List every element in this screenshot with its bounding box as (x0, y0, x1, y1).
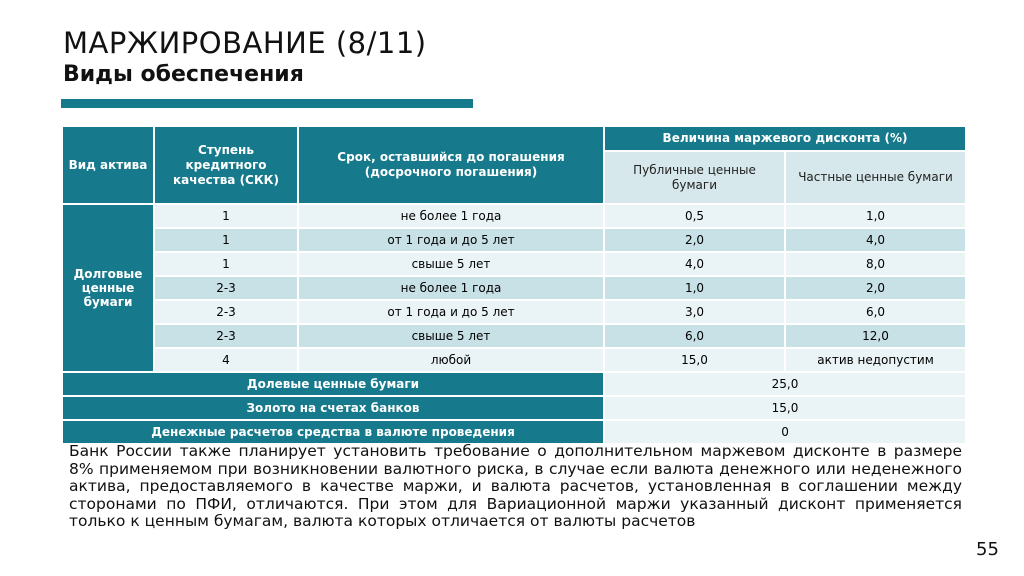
table-row (62, 228, 966, 252)
cell-private: 12,0 (785, 324, 966, 348)
cell-private: актив недопустим (785, 348, 966, 372)
cell-private: 4,0 (785, 228, 966, 252)
cell-term: любой (298, 348, 604, 372)
header-public: Публичные ценные бумаги (604, 151, 785, 204)
table-row (62, 252, 966, 276)
cell-private: 6,0 (785, 300, 966, 324)
summary-label-gold: Золото на счетах банков (62, 396, 604, 420)
summary-value-equity: 25,0 (604, 372, 966, 396)
cell-private: 1,0 (785, 204, 966, 228)
summary-label-equity: Долевые ценные бумаги (62, 372, 604, 396)
header-asset-type: Вид актива (62, 126, 154, 204)
summary-value-cash: 0 (604, 420, 966, 444)
cell-term: не более 1 года (298, 204, 604, 228)
header-private: Частные ценные бумаги (785, 151, 966, 204)
slide-subtitle: Виды обеспечения (63, 62, 304, 87)
cell-term: свыше 5 лет (298, 324, 604, 348)
summary-value-gold: 15,0 (604, 396, 966, 420)
summary-row (62, 396, 966, 420)
table-row (62, 204, 966, 228)
cell-term: от 1 года и до 5 лет (298, 228, 604, 252)
header-credit-quality: Ступень кредитного качества (СКК) (154, 126, 298, 204)
cell-private: 8,0 (785, 252, 966, 276)
note-paragraph: Банк России также планирует установить требование о дополнительном маржевом дисконте в размере 8% применяемом при возникновении валютного риска, в случае если валюта денежного или неденежного актива, предоставляемого в качестве маржи, и валюта расчетов, установленная в соглашении между сторонами по ПФИ, отличаются. При этом для Вариационной маржи указанный дисконт применяется только к ценным бумагам, валюта которых отличается от валюты расчетов (63, 443, 962, 551)
table-row (62, 348, 966, 372)
header-term: Срок, оставшийся до погашения (досрочного погашения) (298, 126, 604, 204)
title-underline (61, 99, 473, 108)
table-row (62, 300, 966, 324)
cell-term: не более 1 года (298, 276, 604, 300)
table-row (62, 276, 966, 300)
cell-public: 2,0 (604, 228, 785, 252)
cell-term: свыше 5 лет (298, 252, 604, 276)
cell-ckk: 1 (154, 204, 298, 228)
cell-public: 4,0 (604, 252, 785, 276)
cell-ckk: 2-3 (154, 300, 298, 324)
cell-public: 0,5 (604, 204, 785, 228)
page-number: 55 (976, 539, 999, 560)
cell-private: 2,0 (785, 276, 966, 300)
cell-ckk: 4 (154, 348, 298, 372)
slide-title: МАРЖИРОВАНИЕ (8/11) (63, 26, 427, 60)
cell-public: 15,0 (604, 348, 785, 372)
summary-row (62, 420, 966, 444)
cell-ckk: 2-3 (154, 276, 298, 300)
header-discount: Величина маржевого дисконта (%) (604, 126, 966, 151)
summary-label-cash: Денежные расчетов средства в валюте проведения (62, 420, 604, 444)
summary-row (62, 372, 966, 396)
table-row (62, 324, 966, 348)
margin-discount-table (61, 125, 967, 445)
cell-ckk: 1 (154, 252, 298, 276)
cell-term: от 1 года и до 5 лет (298, 300, 604, 324)
cell-public: 6,0 (604, 324, 785, 348)
cell-ckk: 1 (154, 228, 298, 252)
cell-public: 1,0 (604, 276, 785, 300)
cell-ckk: 2-3 (154, 324, 298, 348)
cell-public: 3,0 (604, 300, 785, 324)
group-label-debt: Долговые ценные бумаги (62, 204, 154, 372)
